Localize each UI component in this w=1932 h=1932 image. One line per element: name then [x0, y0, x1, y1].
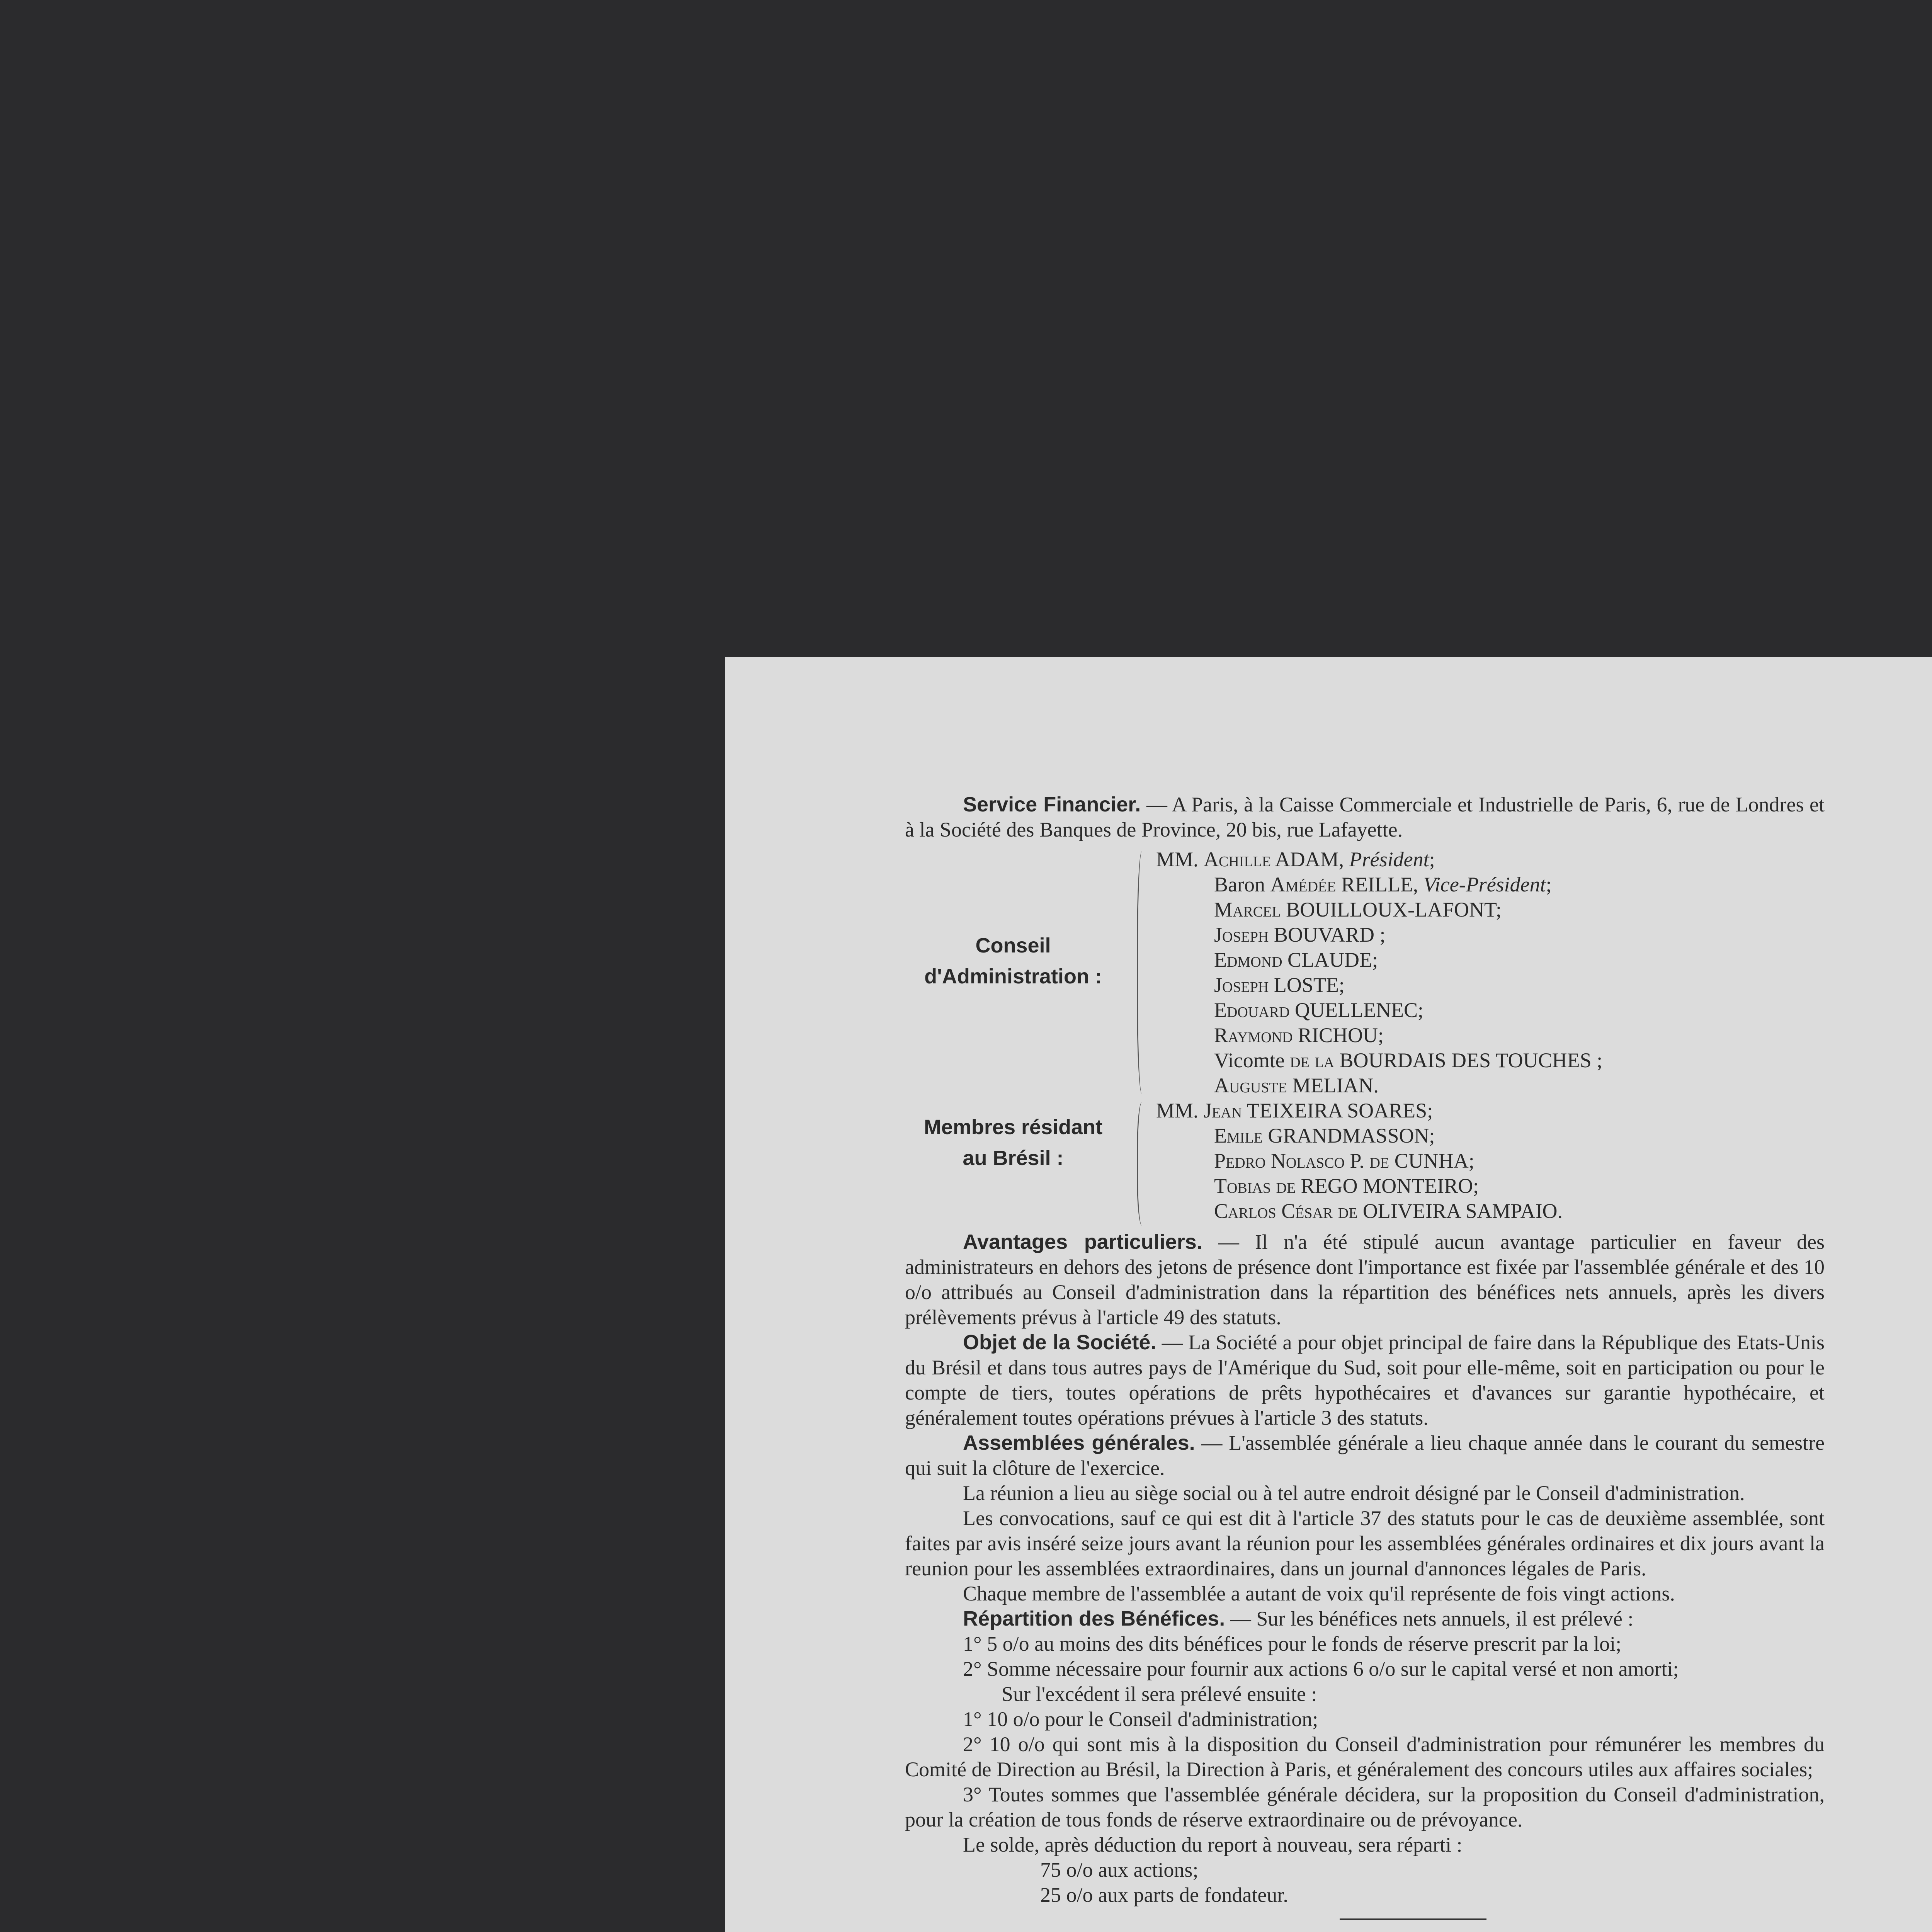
member-last-name: BOUVARD ;: [1269, 923, 1386, 946]
member-surname: CUNHA;: [1389, 1149, 1475, 1172]
member-last-name: [1271, 1174, 1276, 1197]
member-first-name: Emile: [1214, 1124, 1263, 1147]
repartition-paragraph: [905, 1606, 1825, 1631]
member-role: Président: [1349, 848, 1429, 871]
assemblees-text: — L'assemblée générale a lieu chaque année dans le courant du semestre qui suit la clôture de l'exercice.: [905, 1431, 1825, 1480]
repartition-line-9: 25 o/o aux parts de fondateur.: [1040, 1883, 1288, 1906]
member-first-name: Jean: [1204, 1099, 1242, 1122]
member-surname: REGO MONTEIRO;: [1296, 1174, 1479, 1197]
bresil-member: [1156, 1098, 1825, 1123]
conseil-member: [1156, 847, 1825, 872]
conseil-label-line-1: Conseil: [975, 934, 1051, 957]
member-role: Vice-Président: [1423, 873, 1546, 896]
repartition-text: — Sur les bénéfices nets annuels, il est prélevé :: [1225, 1607, 1634, 1630]
member-end: ;: [1546, 873, 1552, 896]
member-last-name: TEIXEIRA SOARES;: [1242, 1099, 1433, 1122]
conseil-label-line-2: d'Administration :: [924, 965, 1102, 988]
conseil-member: [1156, 922, 1825, 947]
member-last-name: RICHOU;: [1293, 1024, 1384, 1047]
conseil-member: [1156, 947, 1825, 973]
member-last-name: CLAUDE;: [1282, 948, 1378, 971]
objet-paragraph: [905, 1330, 1825, 1430]
member-last-name: REILLE,: [1336, 873, 1423, 896]
document-page: [725, 657, 1932, 1932]
member-last-name: MELIAN.: [1287, 1074, 1379, 1097]
member-first-name: Amédée: [1270, 873, 1336, 896]
repartition-line-7: Le solde, après déduction du report à nouveau, sera réparti :: [963, 1833, 1463, 1856]
conseil-member: [1156, 1073, 1825, 1098]
bresil-label-line-2: au Brésil :: [963, 1146, 1064, 1170]
page-content: [905, 792, 1825, 1932]
assemblees-p2: La réunion a lieu au siège social ou à tel autre endroit désigné par le Conseil d'administration.: [963, 1481, 1745, 1505]
repartition-line-1: 1° 5 o/o au moins des dits bénéfices pour le fonds de réserve prescrit par la loi;: [963, 1632, 1622, 1655]
service-financier-text: — A Paris, à la Caisse Commerciale et Industrielle de Paris, 6, rue de Londres et à la Société des Banques de Province, 20 bis, rue Lafayette.: [905, 793, 1825, 841]
member-particle: de: [1369, 1149, 1389, 1172]
conseil-member-list: [1156, 847, 1825, 1098]
conseil-member: [1156, 1023, 1825, 1048]
bresil-member: [1156, 1123, 1825, 1148]
member-last-name: GRANDMASSON;: [1262, 1124, 1435, 1147]
repartition-line-6: 3° Toutes sommes que l'assemblée générale décidera, sur la proposition du Conseil d'administration, pour la création de tous fonds de réserve extraordinaire ou de prévoyance.: [905, 1783, 1825, 1831]
mm-label: MM.: [1156, 1099, 1199, 1122]
membres-bresil-block: [905, 1098, 1825, 1230]
member-last-name: ADAM,: [1271, 848, 1349, 871]
member-particle: de: [1338, 1199, 1358, 1223]
assemblees-p3: Les convocations, sauf ce qui est dit à l'article 37 des statuts pour le cas de deuxième assemblée, sont faites par avis inséré seize jours avant la réunion pour les assemblées générales ordinaires et dix jours avant la reunion pour les assemblées extraordinaires, dans un journal d'annonces légales de Paris.: [905, 1507, 1825, 1580]
conseil-administration-block: [905, 847, 1825, 1098]
repartition-heading: Répartition des Bénéfices.: [963, 1607, 1225, 1630]
conseil-member: [1156, 897, 1825, 922]
member-surname: OLIVEIRA SAMPAIO.: [1357, 1199, 1563, 1223]
assemblees-p4: Chaque membre de l'assemblée a autant de voix qu'il représente de fois vingt actions.: [963, 1582, 1675, 1605]
repartition-line-8: 75 o/o aux actions;: [1040, 1858, 1199, 1881]
member-first-name: Joseph: [1214, 973, 1269, 997]
conseil-member: [1156, 1048, 1825, 1073]
objet-heading: Objet de la Société.: [963, 1331, 1156, 1354]
service-financier-heading: Service Financier.: [963, 793, 1141, 816]
section-divider: [1340, 1918, 1486, 1920]
repartition-line-3: Sur l'excédent il sera prélevé ensuite :: [1002, 1682, 1317, 1706]
objet-text: — La Société a pour objet principal de faire dans la République des Etats-Unis du Brésil et dans tous autres pays de l'Amérique du Sud, soit pour elle-même, soit en participation ou pour le compte de tiers, toutes opérations de prêts hypothécaires et d'avances sur garantie hypothécaire, et généralement toutes opérations prévues à l'article 3 des statuts.: [905, 1331, 1825, 1429]
avantages-text: — Il n'a été stipulé aucun avantage particulier en faveur des administrateurs en dehors des jetons de présence dont l'importance est fixée par l'assemblée générale et des 10 o/o attribués au Conseil d'administration dans la répartition des bénéfices nets annuels, après les divers prélèvements prévus à l'article 49 des statuts.: [905, 1230, 1825, 1329]
member-first-name: Pedro Nolasco: [1214, 1149, 1345, 1172]
member-last-name: BOURDAIS DES TOUCHES ;: [1334, 1049, 1603, 1072]
repartition-line-5: 2° 10 o/o qui sont mis à la disposition du Conseil d'administration pour rémunérer les membres du Comité de Direction au Brésil, la Direction à Paris, et généralement des concours utiles aux affaires sociales;: [905, 1733, 1825, 1781]
assemblees-heading: Assemblées générales.: [963, 1431, 1195, 1454]
bresil-label: [905, 1106, 1121, 1179]
member-last-name: BOUILLOUX-LAFONT;: [1281, 898, 1502, 921]
repartition-line-2: 2° Somme nécessaire pour fournir aux actions 6 o/o sur le capital versé et non amorti;: [963, 1657, 1679, 1680]
member-first-name: Edouard: [1214, 998, 1290, 1022]
member-last-name: LOSTE;: [1269, 973, 1345, 997]
bresil-bracket: [1137, 1102, 1150, 1226]
service-financier-paragraph: [905, 792, 1825, 842]
repartition-line-4: 1° 10 o/o pour le Conseil d'administration;: [963, 1708, 1318, 1731]
member-first-name: Tobias: [1214, 1174, 1271, 1197]
bresil-member-list: [1156, 1098, 1825, 1224]
member-first-name: Achille: [1204, 848, 1271, 871]
member-end: ;: [1429, 848, 1435, 871]
member-first-name: Marcel: [1214, 898, 1281, 921]
member-prefix: Baron: [1214, 873, 1270, 896]
bresil-member: [1156, 1173, 1825, 1199]
member-last-name: QUELLENEC;: [1289, 998, 1423, 1022]
member-first-name: de la: [1290, 1049, 1335, 1072]
conseil-label: [905, 924, 1121, 998]
member-particle: de: [1276, 1174, 1296, 1197]
member-last-name: [1333, 1199, 1338, 1223]
conseil-member: [1156, 973, 1825, 998]
member-first-name: Auguste: [1214, 1074, 1287, 1097]
bresil-label-line-1: Membres résidant: [923, 1116, 1103, 1139]
bresil-member: [1156, 1199, 1825, 1224]
conseil-bracket: [1137, 851, 1150, 1094]
bresil-member: [1156, 1148, 1825, 1173]
member-prefix: Vicomte: [1214, 1049, 1290, 1072]
member-last-name: P.: [1345, 1149, 1370, 1172]
conseil-member: [1156, 872, 1825, 897]
member-first-name: Carlos César: [1214, 1199, 1333, 1223]
conseil-member: [1156, 998, 1825, 1023]
assemblees-paragraph: [905, 1430, 1825, 1481]
member-first-name: Edmond: [1214, 948, 1282, 971]
member-first-name: Raymond: [1214, 1024, 1293, 1047]
mm-label: MM.: [1156, 848, 1199, 871]
avantages-paragraph: [905, 1230, 1825, 1330]
avantages-heading: Avantages particuliers.: [963, 1230, 1202, 1253]
member-first-name: Joseph: [1214, 923, 1269, 946]
